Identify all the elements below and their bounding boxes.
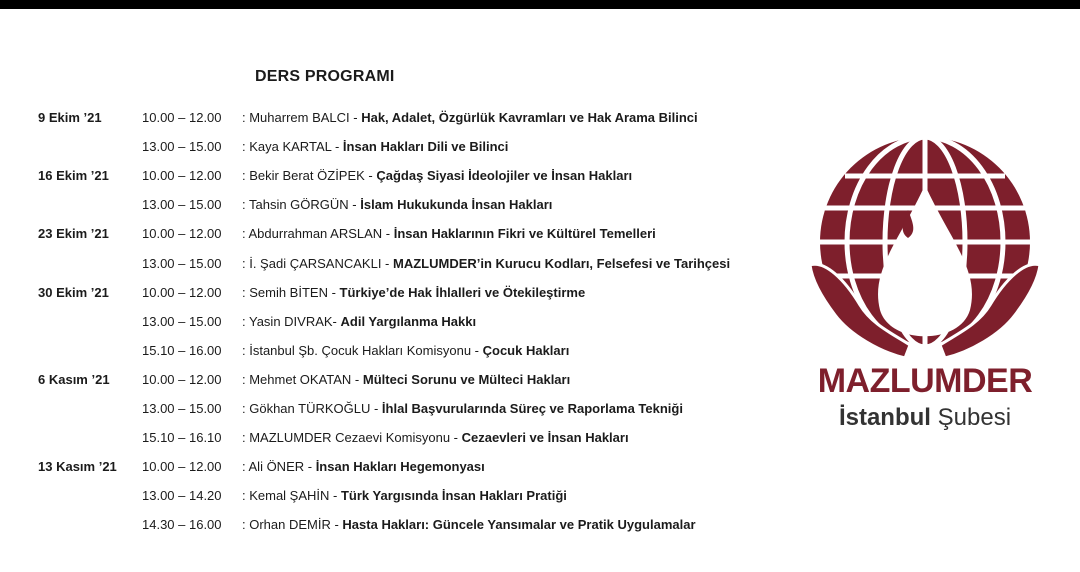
session-date: 23 Ekim ’21: [38, 226, 109, 242]
session-topic: Çocuk Hakları: [482, 342, 570, 358]
session-speaker: : Abdurrahman ARSLAN -: [242, 226, 394, 242]
session-speaker: : Mehmet OKATAN -: [242, 371, 363, 387]
session-description: [242, 426, 629, 450]
session-time: 13.00 – 15.00: [142, 255, 222, 271]
session-speaker: : Muharrem BALCI -: [242, 110, 362, 125]
session-description: [242, 484, 567, 508]
branch-name-rest: Şubesi: [930, 404, 1012, 431]
session-description: [242, 339, 569, 363]
session-description: [242, 455, 485, 479]
session-speaker: : Tahsin GÖRGÜN -: [242, 197, 361, 213]
session-topic: İhlal Başvurularında Süreç ve Raporlama Tekniği: [381, 401, 683, 416]
session-time: 10.00 – 12.00: [142, 371, 222, 387]
session-time: 15.10 – 16.10: [142, 430, 222, 446]
session-speaker: : MAZLUMDER Cezaevi Komisyonu -: [242, 430, 462, 446]
session-description: [242, 252, 730, 276]
session-topic: Türkiye’de Hak İhlalleri ve Ötekileştirme: [339, 284, 586, 300]
session-time: 14.30 – 16.00: [142, 517, 222, 533]
session-date: 13 Kasım ’21: [38, 459, 117, 475]
session-time: 10.00 – 12.00: [142, 226, 222, 242]
session-description: [242, 222, 656, 246]
session-speaker: : İstanbul Şb. Çocuk Hakları Komisyonu -: [242, 342, 483, 358]
session-time: 15.10 – 16.00: [142, 342, 222, 358]
session-description: [242, 193, 552, 217]
session-speaker: : Yasin DIVRAK-: [242, 313, 341, 329]
session-speaker: : Semih BİTEN -: [242, 284, 340, 300]
session-description: [242, 310, 476, 334]
brand-name: MAZLUMDER: [817, 362, 1033, 400]
session-topic: İnsan Hakları Hegemonyası: [315, 459, 485, 475]
session-speaker: : Ali ÖNER -: [242, 459, 316, 475]
session-speaker: : Orhan DEMİR -: [242, 517, 343, 533]
globe-hands-drop-icon: [800, 130, 1050, 370]
session-time: 13.00 – 15.00: [142, 139, 222, 155]
page-title: DERS PROGRAMI: [255, 68, 395, 85]
session-time: 13.00 – 15.00: [142, 313, 222, 329]
session-topic: Mülteci Sorunu ve Mülteci Hakları: [362, 371, 571, 387]
session-time: 10.00 – 12.00: [142, 284, 222, 300]
session-topic: İnsan Haklarının Fikri ve Kültürel Temelleri: [393, 226, 656, 242]
session-topic: Çağdaş Siyasi İdeolojiler ve İnsan Hakları: [376, 168, 633, 184]
session-time: 13.00 – 14.20: [142, 488, 222, 504]
session-speaker: : Gökhan TÜRKOĞLU -: [242, 401, 382, 416]
session-topic: Hak, Adalet, Özgürlük Kavramları ve Hak Arama Bilinci: [361, 110, 698, 125]
session-topic: İslam Hukukunda İnsan Hakları: [360, 197, 553, 213]
session-topic: Hasta Hakları: Güncele Yansımalar ve Pratik Uygulamalar: [342, 517, 696, 533]
session-description: [242, 164, 632, 188]
top-black-bar: [0, 0, 1080, 9]
session-date: 30 Ekim ’21: [38, 284, 109, 300]
session-description: [242, 281, 585, 305]
session-description: [242, 135, 508, 159]
session-time: 13.00 – 15.00: [142, 401, 222, 416]
session-date: 16 Ekim ’21: [38, 168, 109, 184]
session-speaker: : Bekir Berat ÖZİPEK -: [242, 168, 377, 184]
session-time: 13.00 – 15.00: [142, 197, 222, 213]
session-topic: Adil Yargılanma Hakkı: [340, 313, 477, 329]
session-topic: Türk Yargısında İnsan Hakları Pratiği: [340, 488, 567, 504]
session-time: 10.00 – 12.00: [142, 168, 222, 184]
session-date: 9 Ekim ’21: [38, 110, 102, 125]
session-speaker: : Kaya KARTAL -: [242, 139, 343, 155]
session-description: [242, 106, 698, 130]
session-description: [242, 397, 683, 421]
session-description: [242, 513, 696, 537]
branch-name: [800, 404, 1050, 432]
session-time: 10.00 – 12.00: [142, 110, 222, 125]
session-topic: MAZLUMDER’in Kurucu Kodları, Felsefesi ve Tarihçesi: [393, 255, 731, 271]
session-topic: İnsan Hakları Dili ve Bilinci: [342, 139, 509, 155]
session-topic: Cezaevleri ve İnsan Hakları: [461, 430, 629, 446]
session-speaker: : İ. Şadi ÇARSANCAKLI -: [242, 255, 393, 271]
session-date: 6 Kasım ’21: [38, 371, 110, 387]
session-time: 10.00 – 12.00: [142, 459, 222, 475]
branch-name-bold: İstanbul: [838, 404, 931, 431]
session-description: [242, 368, 570, 392]
session-speaker: : Kemal ŞAHİN -: [242, 488, 341, 504]
